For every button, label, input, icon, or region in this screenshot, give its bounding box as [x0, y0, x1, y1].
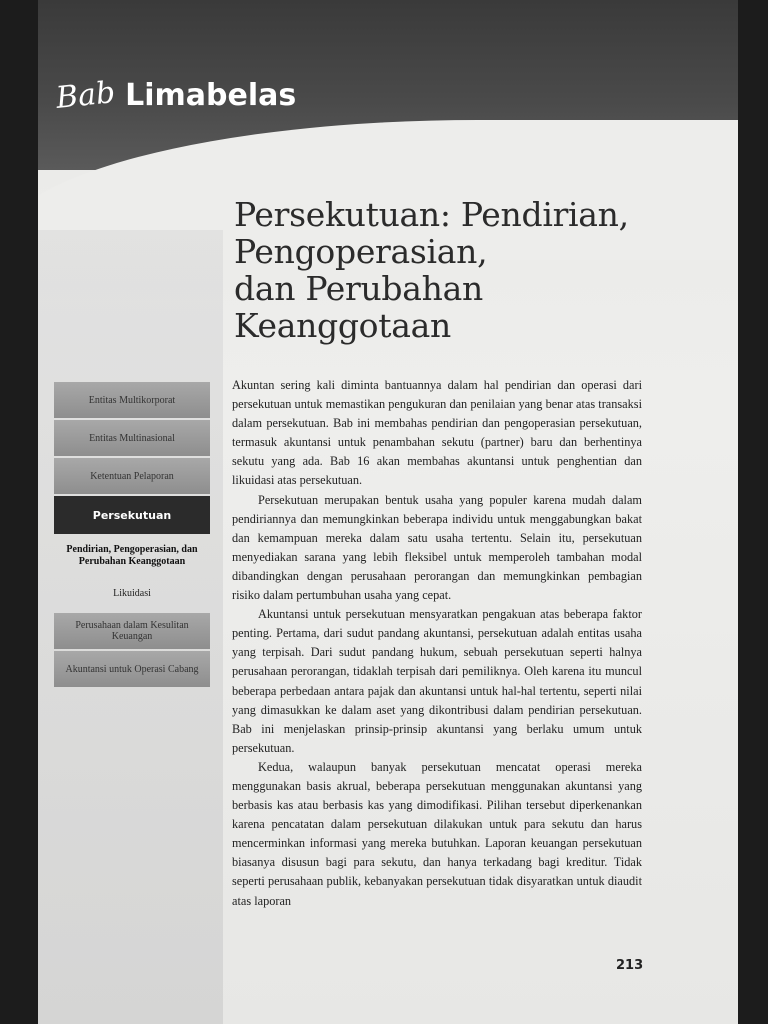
- paragraph: Akuntansi untuk persekutuan mensyaratkan pengakuan atas beberapa faktor penting. Pertama, dari sudut pandang akuntansi, persekutuan adalah entitas usaha yang terpisah. Dari sudut pandang hukum, sebuah persekutuan seperti halnya perusahaan perorangan, tidaklah terpisah dari pemiliknya. Oleh karena itu muncul beberapa perbedaan antara pajak dan akuntansi untuk hal-hal tertentu, seperti nilai yang dimasukkan ke dalam aset yang dikontribusi dalam pendirian persekutuan. Bab ini menjelaskan prinsip-prinsip akuntansi yang berlaku umum untuk persekutuan.: [232, 607, 642, 755]
- nav-item-entitas-multinasional: Entitas Multinasional: [54, 420, 210, 456]
- paragraph: Kedua, walaupun banyak persekutuan mencatat operasi mereka menggunakan basis akrual, beberapa persekutuan menggunakan akuntansi yang berbasis kas atau berbasis kas yang dimodifikasi. Pilihan tersebut diperkenankan karena pencatatan dalam persekutuan dilakukan untuk para sekutu dan harus mencerminkan informasi yang mereka butuhkan. Laporan keuangan persekutuan biasanya disusun bagi para sekutu, dan hanya terkadang bagi kreditur. Tidak seperti perusahaan publik, kebanyakan persekutuan tidak disyaratkan untuk diaudit atas laporan: [232, 759, 642, 908]
- title-line: Pengoperasian,: [234, 232, 488, 271]
- chapter-prefix: Bab: [54, 75, 117, 116]
- nav-subitem-likuidasi: Likuidasi: [113, 588, 151, 599]
- nav-item-operasi-cabang: Akuntansi untuk Operasi Cabang: [54, 651, 210, 687]
- book-page: [38, 0, 738, 1024]
- nav-item-entitas-multikorporat: Entitas Multikorporat: [54, 382, 210, 418]
- chapter-navigation: [54, 382, 210, 689]
- nav-item-ketentuan-pelaporan: Ketentuan Pelaporan: [54, 458, 210, 494]
- nav-subitem-pendirian: Pendirian, Pengoperasian, dan Perubahan Keanggotaan: [66, 544, 198, 567]
- chapter-name: Limabelas: [125, 78, 297, 113]
- nav-item-persekutuan-active: Persekutuan: [54, 496, 210, 534]
- paragraph: Akuntan sering kali diminta bantuannya dalam hal pendirian dan operasi dari persekutuan untuk memastikan pengukuran dan penilaian yang benar atas transaksi dalam persekutuan. Bab ini membahas pendirian dan pengoperasian persekutuan, termasuk akuntansi untuk penambahan sekutu (partner) baru dan berhentinya sekutu yang ada. Bab 16 akan membahas akuntansi untuk penghentian dan likuidasi atas persekutuan.: [232, 378, 642, 488]
- title-line: Persekutuan: Pendirian,: [234, 195, 629, 234]
- nav-item-kesulitan-keuangan: Perusahaan dalam Kesulitan Keuangan: [54, 613, 210, 649]
- chapter-title: [234, 196, 734, 344]
- title-line: dan Perubahan: [234, 269, 483, 308]
- chapter-label: [54, 75, 297, 116]
- title-line: Keanggotaan: [234, 306, 451, 345]
- body-text: [232, 376, 642, 911]
- paragraph: Persekutuan merupakan bentuk usaha yang populer karena mudah dalam pendiriannya dan memungkinkan beberapa individu untuk menggabungkan bakat dan kemampuan mereka dalam satu usaha tertentu. Selain itu, persekutuan menyediakan sarana yang lebih fleksibel untuk memperoleh tambahan modal dibandingkan dengan perusahaan perorangan dan memungkinkan pembagian risiko dalam pertumbuhan usaha yang cepat.: [232, 492, 642, 603]
- page-number: 213: [616, 958, 644, 973]
